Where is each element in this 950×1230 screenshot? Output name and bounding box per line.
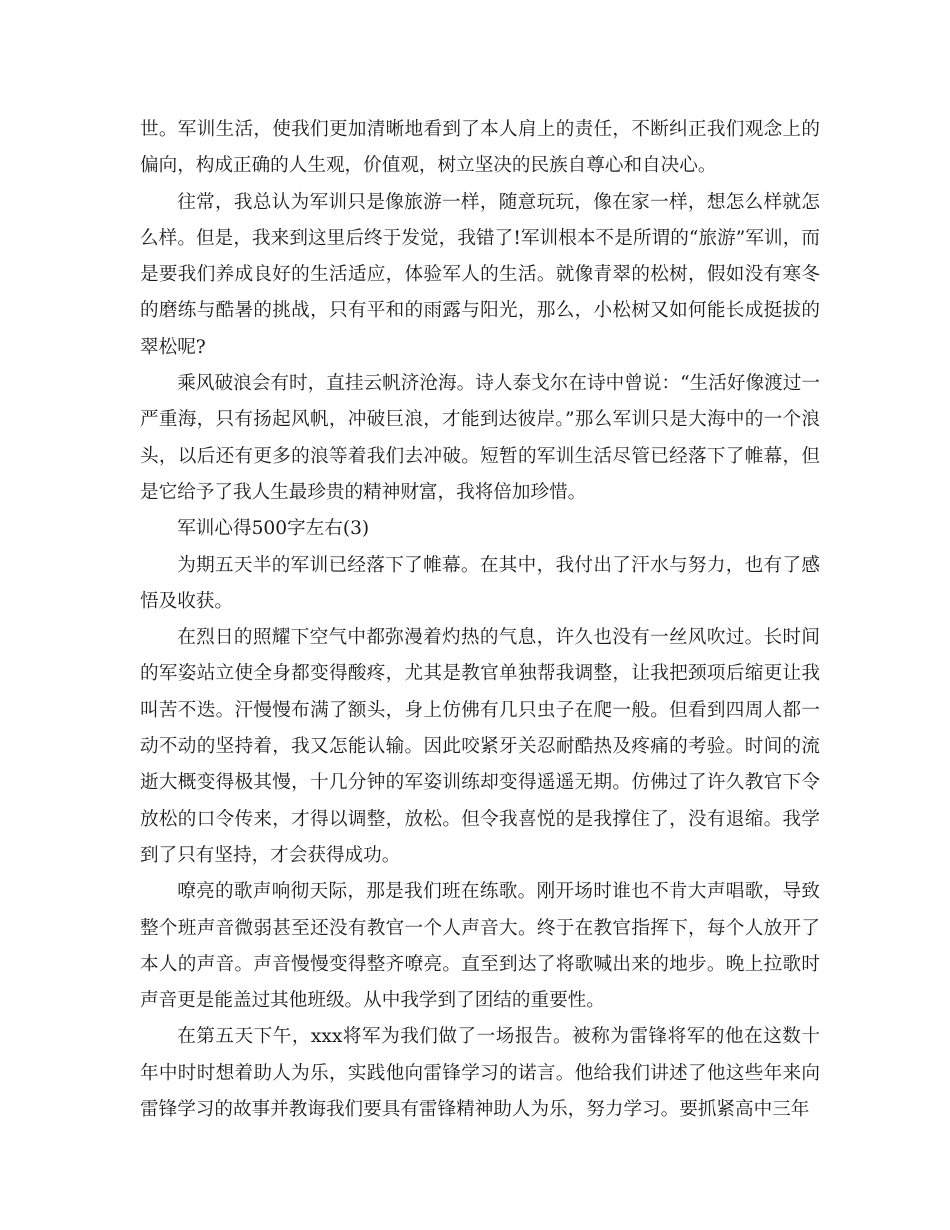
document-body xyxy=(140,112,820,1128)
paragraph: 在第五天下午，xxx将军为我们做了一场报告。被称为雷锋将军的他在这数十年中时时想着助人为乐，实践他向雷锋学习的诺言。他给我们讲述了他这些年来向雷锋学习的故事并教诲我们要具有雷锋精神助人为乐，努力学习。要抓紧高中三年 xyxy=(140,1026,820,1121)
paragraph: 在烈日的照耀下空气中都弥漫着灼热的气息，许久也没有一丝风吹过。长时间的军姿站立使全身都变得酸疼，尤其是教官单独帮我调整，让我把颈项后缩更让我叫苦不迭。汗慢慢布满了额头，身上仿佛有几只虫子在爬一般。但看到四周人都一动不动的坚持着，我又怎能认输。因此咬紧牙关忍耐酷热及疼痛的考验。时间的流逝大概变得极其慢，十几分钟的军姿训练却变得遥遥无期。仿佛过了许久教官下令放松的口令传来，才得以调整，放松。但令我喜悦的是我撑住了，没有退缩。我学到了只有坚持，才会获得成功。 xyxy=(140,627,820,866)
section-heading: 军训心得500字左右(3) xyxy=(177,518,370,540)
paragraph: 乘风破浪会有时，直挂云帆济沧海。诗人泰戈尔在诗中曾说：“生活好像渡过一严重海，只有扬起风帆，冲破巨浪，才能到达彼岸。”那么军训只是大海中的一个浪头，以后还有更多的浪等着我们去冲破。短暂的军训生活尽管已经落下了帷幕，但是它给予了我人生最珍贵的精神财富，我将倍加珍惜。 xyxy=(140,373,820,503)
paragraph: 世。军训生活，使我们更加清晰地看到了本人肩上的责任，不断纠正我们观念上的偏向，构成正确的人生观，价值观，树立坚决的民族自尊心和自决心。 xyxy=(140,119,820,177)
paragraph: 嘹亮的歌声响彻天际，那是我们班在练歌。刚开场时谁也不肯大声唱歌，导致整个班声音微弱甚至还没有教官一个人声音大。终于在教官指挥下，每个人放开了本人的声音。声音慢慢变得整齐嘹亮。直至到达了将歌喊出来的地步。晚上拉歌时声音更是能盖过其他班级。从中我学到了团结的重要性。 xyxy=(140,881,820,1012)
paragraph: 往常，我总认为军训只是像旅游一样，随意玩玩，像在家一样，想怎么样就怎么样。但是，我来到这里后终于发觉，我错了!军训根本不是所谓的“旅游”军训，而是要我们养成良好的生活适应，体验军人的生活。就像青翠的松树，假如没有寒冬的磨练与酷暑的挑战，只有平和的雨露与阳光，那么，小松树又如何能长成挺拔的翠松呢? xyxy=(140,191,820,358)
paragraph: 为期五天半的军训已经落下了帷幕。在其中，我付出了汗水与努力，也有了感悟及收获。 xyxy=(140,554,820,612)
